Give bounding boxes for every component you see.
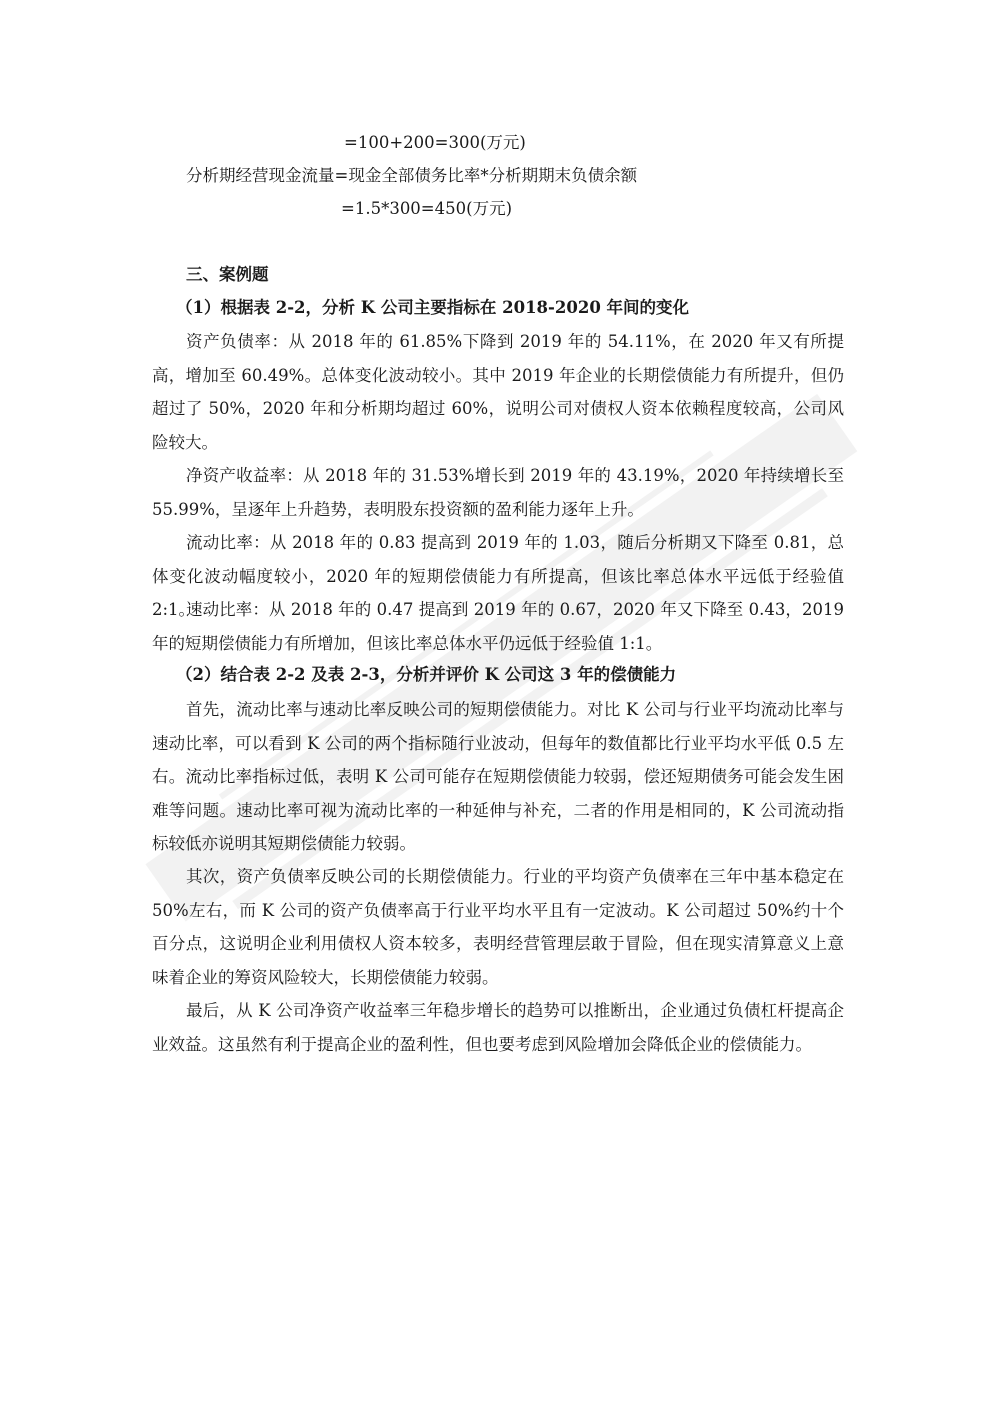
paragraph-current-ratio: 流动比率：从 2018 年的 0.83 提高到 2019 年的 1.03，随后分析期又下降至 0.81，总体变化波动幅度较小，2020 年的短期偿债能力有所提高，但该比率总体水平远低于经验值 2:1。 <box>152 533 844 619</box>
paragraph-roe: 净资产收益率：从 2018 年的 31.53%增长到 2019 年的 43.19%，2020 年持续增长至 55.99%，呈逐年上升趋势，表明股东投资额的盈利能力逐年上升。 <box>152 466 844 519</box>
subheading-2: （2）结合表 2-2 及表 2-3，分析并评价 K 公司这 3 年的偿债能力 <box>176 665 677 684</box>
formula-line-2: 分析期经营现金流量=现金全部债务比率*分析期期末负债余额 <box>186 166 638 185</box>
section-heading: 三、案例题 <box>186 265 269 284</box>
formula-line-3: =1.5*300=450(万元) <box>341 199 513 218</box>
paragraph-conclusion: 最后，从 K 公司净资产收益率三年稳步增长的趋势可以推断出，企业通过负债杠杆提高企业效益。这虽然有利于提高企业的盈利性，但也要考虑到风险增加会降低企业的偿债能力。 <box>152 1001 844 1054</box>
paragraph-short-term: 首先，流动比率与速动比率反映公司的短期偿债能力。对比 K 公司与行业平均流动比率与速动比率，可以看到 K 公司的两个指标随行业波动，但每年的数值都比行业平均水平低 0.5 左右。流动比率指标过低，表明 K 公司可能存在短期偿债能力较弱，偿还短期债务可能会发生困难等问题。速动比率可视为流动比率的一种延伸与补充，二者的作用是相同的，K 公司流动指标较低亦说明其短期偿债能力较弱。 <box>152 700 844 853</box>
paragraph-long-term: 其次，资产负债率反映公司的长期偿债能力。行业的平均资产负债率在三年中基本稳定在 50%左右，而 K 公司的资产负债率高于行业平均水平且有一定波动。K 公司超过 50%约十个百分点，这说明企业利用债权人资本较多，表明经营管理层敢于冒险，但在现实清算意义上意味着企业的筹资风险较大，长期偿债能力较弱。 <box>152 867 844 987</box>
paragraph-quick-ratio: 速动比率：从 2018 年的 0.47 提高到 2019 年的 0.67，2020 年又下降至 0.43，2019 年的短期偿债能力有所增加，但该比率总体水平仍远低于经验值 1:1。 <box>152 600 844 653</box>
formula-line-1: =100+200=300(万元) <box>344 133 526 152</box>
paragraph-debt-ratio: 资产负债率：从 2018 年的 61.85%下降到 2019 年的 54.11%，在 2020 年又有所提高，增加至 60.49%。总体变化波动较小。其中 2019 年企业的长期偿债能力有所提升，但仍超过了 50%，2020 年和分析期均超过 60%，说明公司对债权人资本依赖程度较高，公司风险较大。 <box>152 332 844 452</box>
subheading-1: （1）根据表 2-2，分析 K 公司主要指标在 2018-2020 年间的变化 <box>176 298 690 317</box>
